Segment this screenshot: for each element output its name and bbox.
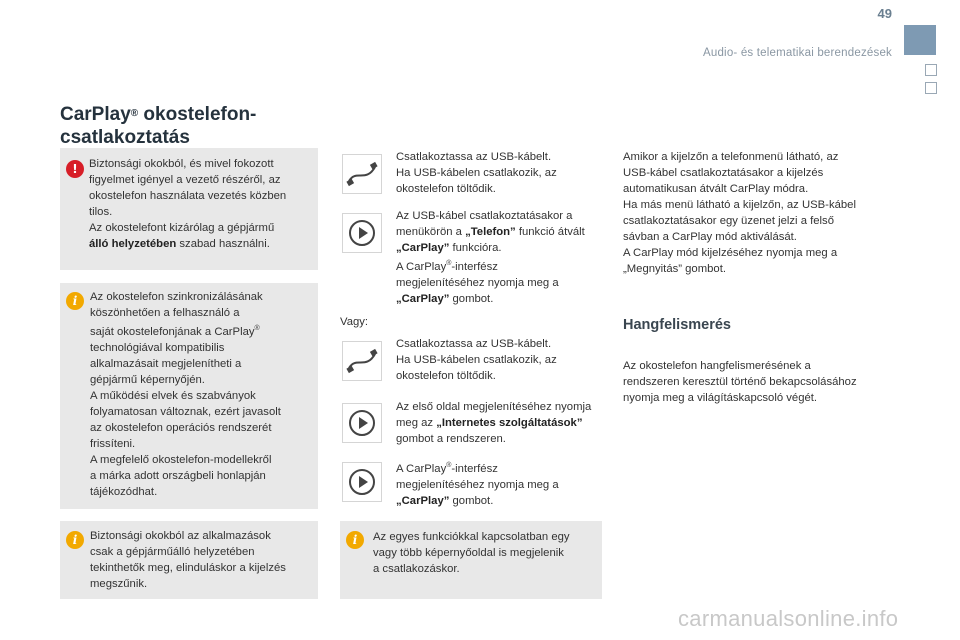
info-safety-text: Biztonsági okokból az alkalmazások csak a gépjárműálló helyzetében tekinthetők meg, elinduláskor a kijelzés megszűnik. xyxy=(90,530,286,590)
page-title: CarPlay® okostelefon- csatlakoztatás xyxy=(60,104,257,148)
info-icon: i xyxy=(66,292,84,310)
or-label: Vagy: xyxy=(340,316,369,328)
usb-cable-icon xyxy=(342,341,382,381)
info-box-screens xyxy=(340,521,602,599)
info-sync-text: Az okostelefon szinkronizálásának köszönhetően a felhasználó a saját okostelefonjának a CarPlay® technológiával kompatibilis alkalmazásait megjelenítheti a gépjármű képernyőjén. A működési elvek és szabványok folyamatosan változnak, ezért javasolt az okostelefon operációs rendszerét frissíteni. A megfelelő okostelefon-modellekről a márka adott országbeli honlapján tájékozódhat. xyxy=(90,291,281,498)
play-button-icon xyxy=(342,403,382,443)
info-box-sync xyxy=(60,283,318,509)
step3-text: Csatlakoztassa az USB-kábelt. Ha USB-kábelen csatlakozik, az okostelefon töltődik. xyxy=(396,338,557,382)
info-box-safety xyxy=(60,521,318,599)
chapter-tab xyxy=(904,25,936,55)
info-icon: i xyxy=(66,531,84,549)
watermark: carmanualsonline.info xyxy=(678,606,899,631)
section-title: Audio- és telematikai berendezések xyxy=(703,47,892,59)
info-icon: i xyxy=(346,531,364,549)
play-button-icon xyxy=(342,462,382,502)
info-screens-text: Az egyes funkciókkal kapcsolatban egy vagy több képernyőoldal is megjelenik a csatlakozáskor. xyxy=(373,531,570,575)
step5-text: A CarPlay®-interfész megjelenítéséhez nyomja meg a „CarPlay” gombot. xyxy=(396,462,559,507)
warning-text: Biztonsági okokból, és mivel fokozott figyelmet igényel a vezető részéről, az okostelefon használata vezetés közben tilos. Az okostelefont kizárólag a gépjármű álló helyzetében szabad használni. xyxy=(89,158,287,250)
nav-square-top xyxy=(925,64,937,76)
warning-box xyxy=(60,148,318,270)
page-number: 49 xyxy=(877,6,892,21)
voice-recognition-paragraph: Az okostelefon hangfelismerésének a rendszeren keresztül történő bekapcsolásához nyomja meg a világításkapcsoló végét. xyxy=(623,360,857,404)
step1-text: Csatlakoztassa az USB-kábelt. Ha USB-kábelen csatlakozik, az okostelefon töltődik. xyxy=(396,151,557,195)
play-button-icon xyxy=(342,213,382,253)
step4-text: Az első oldal megjelenítéséhez nyomja meg az „Internetes szolgáltatások” gombot a rendszeren. xyxy=(396,401,592,445)
usb-cable-icon xyxy=(342,154,382,194)
step2-text: Az USB-kábel csatlakoztatásakor a menükörön a „Telefon” funkció átvált „CarPlay” funkcióra. A CarPlay®-interfész megjelenítéséhez nyomja meg a „CarPlay” gombot. xyxy=(396,210,585,305)
nav-square-bottom xyxy=(925,82,937,94)
carplay-mode-paragraph: Amikor a kijelzőn a telefonmenü látható, az USB-kábel csatlakoztatásakor a kijelzés automatikusan átvált CarPlay módra. Ha más menü látható a kijelzőn, az USB-kábel csatlakoztatásakor egy üzenet jelzi a felső sávban a CarPlay mód aktiválását. A CarPlay mód kijelzéséhez nyomja meg a „Megnyitás” gombot. xyxy=(623,151,856,275)
section-heading-voice-recognition: Hangfelismerés xyxy=(623,317,731,333)
warning-icon: ! xyxy=(66,160,84,178)
